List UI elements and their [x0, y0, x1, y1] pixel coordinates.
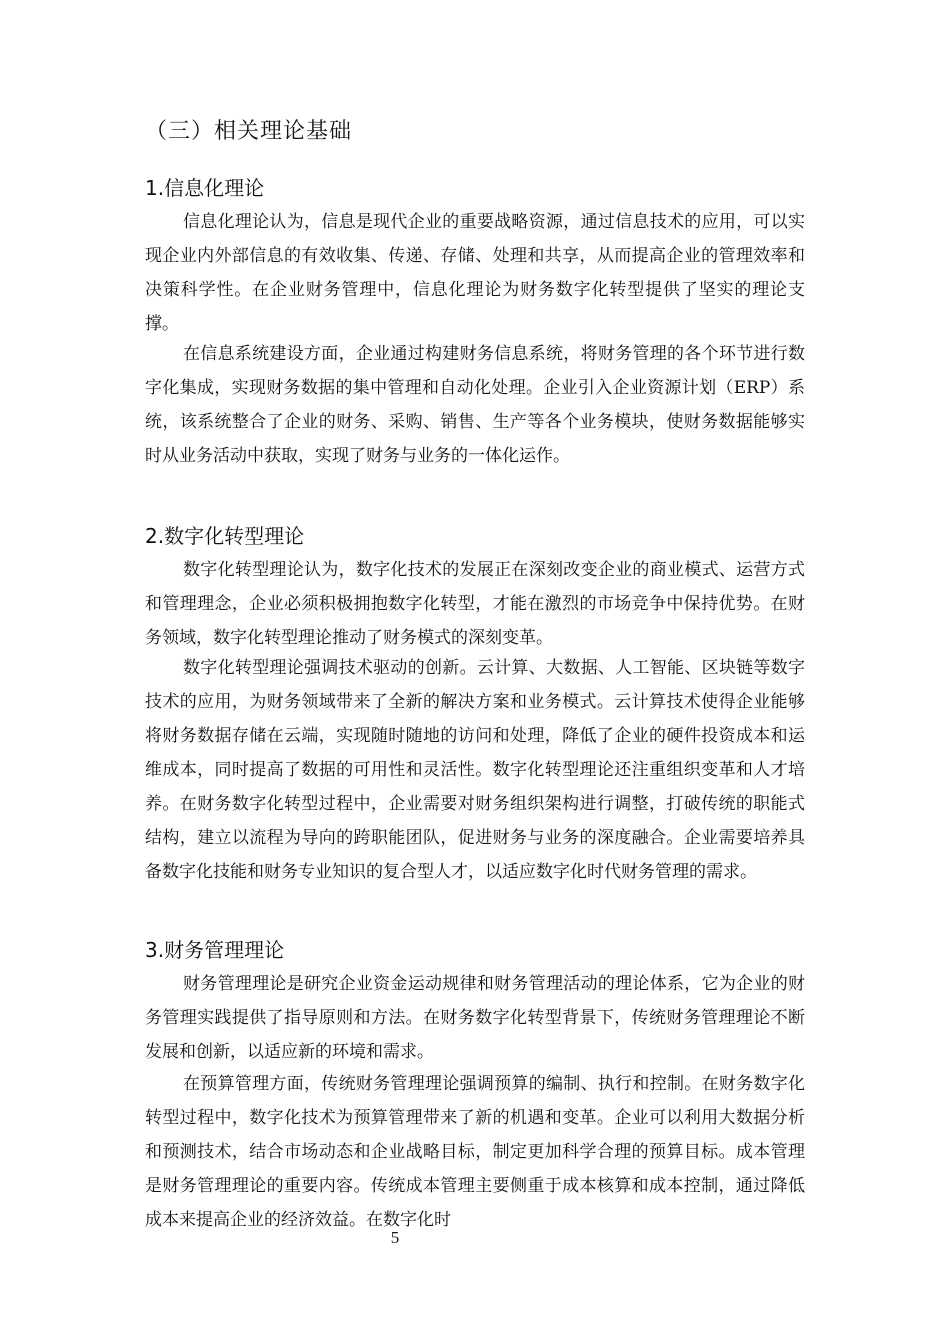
- heading-financial-management-theory: 3.财务管理理论: [145, 938, 285, 962]
- page-number: 5: [390, 1228, 400, 1247]
- paragraph: 在预算管理方面，传统财务管理理论强调预算的编制、执行和控制。在财务数字化转型过程中，数字化技术为预算管理带来了新的机遇和变革。企业可以利用大数据分析和预测技术，结合市场动态和企业战略目标，制定更加科学合理的预算目标。成本管理是财务管理理论的重要内容。传统成本管理主要侧重于成本核算和成本控制，通过降低成本来提高企业的经济效益。在数字化时: [145, 1074, 805, 1230]
- paragraph: 财务管理理论是研究企业资金运动规律和财务管理活动的理论体系，它为企业的财务管理实践提供了指导原则和方法。在财务数字化转型背景下，传统财务管理理论不断发展和创新，以适应新的环境和需求。: [145, 974, 805, 1062]
- paragraph: 数字化转型理论强调技术驱动的创新。云计算、大数据、人工智能、区块链等数字技术的应用，为财务领域带来了全新的解决方案和业务模式。云计算技术使得企业能够将财务数据存储在云端，实现随时随地的访问和处理，降低了企业的硬件投资成本和运维成本，同时提高了数据的可用性和灵活性。数字化转型理论还注重组织变革和人才培养。在财务数字化转型过程中，企业需要对财务组织架构进行调整，打破传统的职能式结构，建立以流程为导向的跨职能团队，促进财务与业务的深度融合。企业需要培养具备数字化技能和财务专业知识的复合型人才，以适应数字化时代财务管理的需求。: [145, 658, 805, 882]
- paragraph: 在信息系统建设方面，企业通过构建财务信息系统，将财务管理的各个环节进行数字化集成，实现财务数据的集中管理和自动化处理。企业引入企业资源计划（ERP）系统，该系统整合了企业的财务、采购、销售、生产等各个业务模块，使财务数据能够实时从业务活动中获取，实现了财务与业务的一体化运作。: [145, 344, 805, 466]
- heading-digital-transformation-theory: 2.数字化转型理论: [145, 524, 305, 548]
- section-title: （三）相关理论基础: [145, 119, 353, 144]
- heading-informatization-theory: 1.信息化理论: [145, 176, 265, 200]
- paragraph: 数字化转型理论认为，数字化技术的发展正在深刻改变企业的商业模式、运营方式和管理理念，企业必须积极拥抱数字化转型，才能在激烈的市场竞争中保持优势。在财务领域，数字化转型理论推动了财务模式的深刻变革。: [145, 560, 805, 648]
- paragraph: 信息化理论认为，信息是现代企业的重要战略资源，通过信息技术的应用，可以实现企业内外部信息的有效收集、传递、存储、处理和共享，从而提高企业的管理效率和决策科学性。在企业财务管理中，信息化理论为财务数字化转型提供了坚实的理论支撑。: [145, 212, 805, 334]
